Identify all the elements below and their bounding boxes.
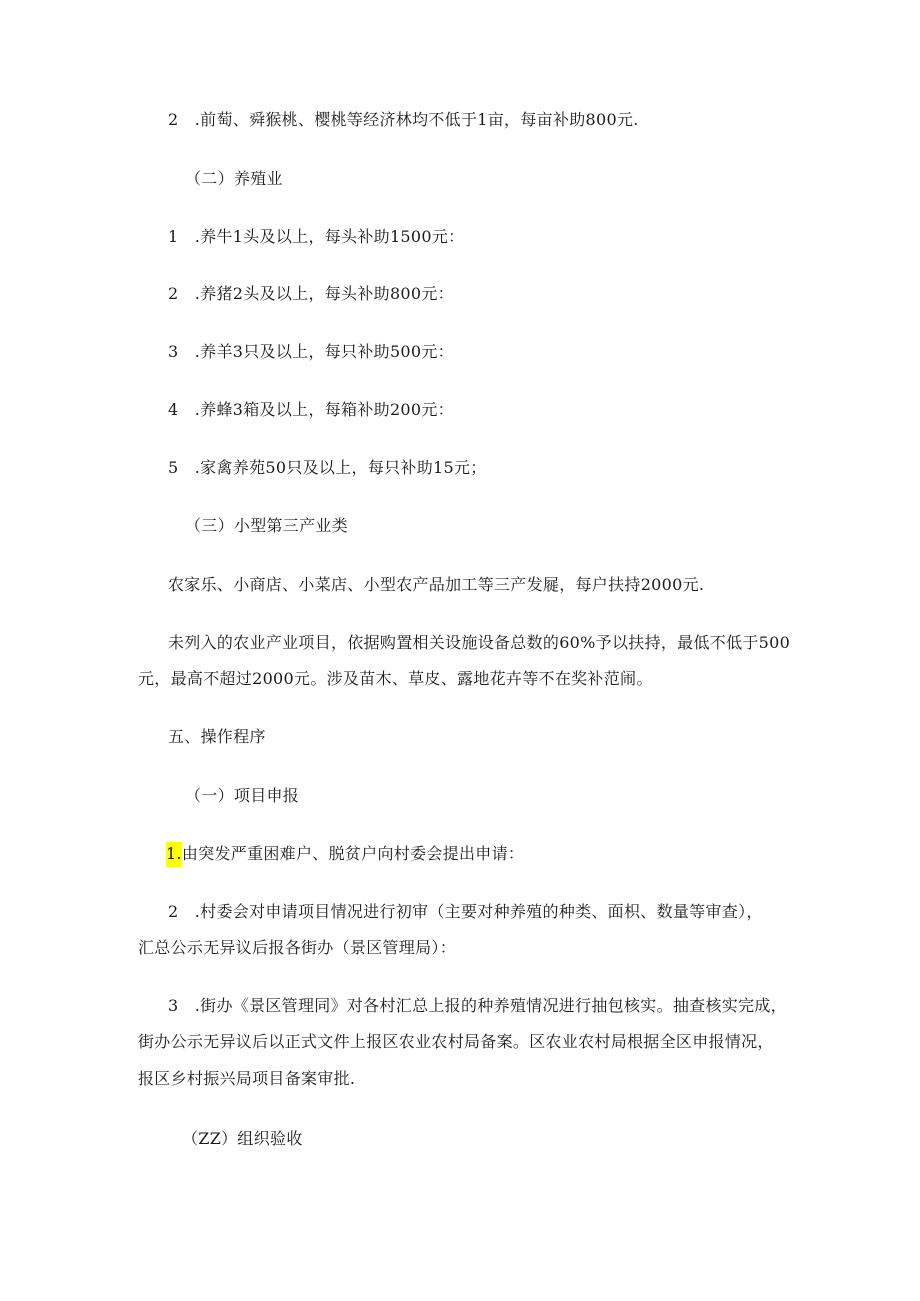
- item-application-2-line1: 2 .村委会对申请项目情况进行初审（主要对种养殖的种类、面枳、数量等审查），: [168, 902, 763, 921]
- item-sheep: 3 .养羊3只及以上，每只补助500元：: [168, 342, 454, 361]
- item-application-3-line1: 3 .街办《景区管理同》对各村汇总上报的种养殖情况进行抽包核实。抽查核实完成，: [168, 996, 787, 1015]
- item-application-1-text: 由突发严重困难户、脱贫户向村委会提出申请：: [181, 844, 525, 863]
- item-application-1: [166, 844, 524, 864]
- item-pigs: 2 .养猪2头及以上，每头补助800元：: [168, 284, 454, 303]
- item-fruit-trees: 2 .前萄、舜猴桃、樱桃等经济林均不低于1亩，每亩补助800元.: [168, 110, 639, 129]
- item-bees: 4 .养蜂3箱及以上，每箱补助200元：: [168, 400, 454, 419]
- subsection-application-heading: （一）项目申报: [185, 786, 300, 805]
- section-breeding-heading: （二）养殖业: [185, 169, 283, 188]
- item-cattle: 1 .养牛1头及以上，每头补助1500元：: [168, 227, 465, 246]
- paragraph-unlisted-line1: 未列入的农业产业项目，依据购置相关设施设备总数的60%予以扶持，最低不低于500: [168, 633, 791, 652]
- highlight-number: 1.: [166, 842, 182, 867]
- section-tertiary-heading: （三）小型第三产业类: [185, 516, 349, 535]
- section-procedure-heading: 五、操作程序: [168, 727, 266, 746]
- item-poultry: 5 .家禽养苑50只及以上，每只补助15元；: [168, 458, 487, 477]
- item-application-3-line3: 报区乡村振兴局项目备案审批.: [138, 1069, 356, 1088]
- item-application-2-line2: 汇总公示无异议后报各街办（景区管理局）：: [138, 938, 457, 957]
- subsection-acceptance-heading: （ZZ）组织验收: [182, 1129, 303, 1148]
- paragraph-unlisted-line2: 元，最高不超过2000元。涉及苗木、草皮、露地花卉等不在奖补范闹。: [138, 669, 653, 688]
- item-application-3-line2: 街办公示无异议后以正式文件上报区农业农村局备案。区农业农村局根据全区申报情况，: [138, 1032, 774, 1051]
- paragraph-tertiary: 农家乐、小商店、小菜店、小型农产品加工等三产发屣，每户扶持2000元.: [168, 575, 705, 594]
